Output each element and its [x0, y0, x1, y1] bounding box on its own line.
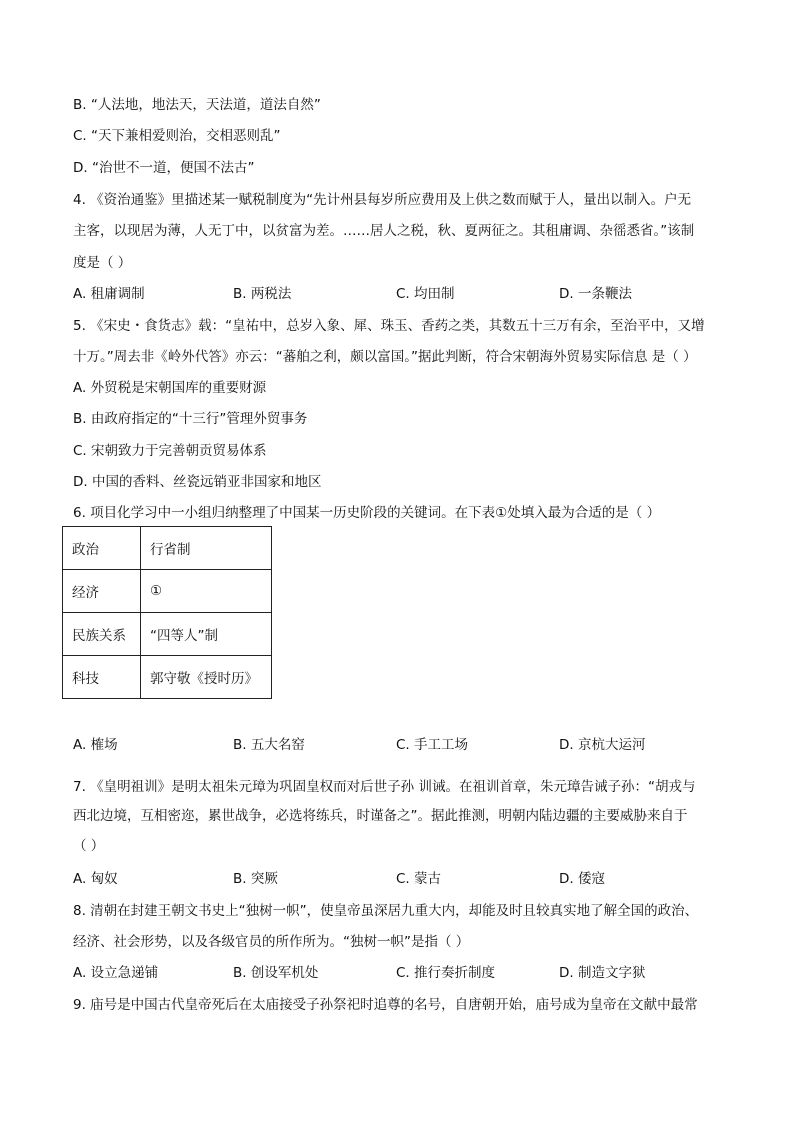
- q6-options: [73, 735, 733, 755]
- q8-options: [73, 963, 733, 983]
- q4-option-d: D. 一条鞭法: [559, 286, 632, 302]
- q7-options: [73, 869, 733, 889]
- q8-option-b: B. 创设军机处: [233, 965, 319, 981]
- table-cell-category: 科技: [63, 656, 141, 699]
- table-cell-category: 政治: [63, 527, 141, 570]
- table-cell-keyword: 行省制: [141, 527, 272, 570]
- q6-option-b: B. 五大名窑: [233, 737, 305, 753]
- q4-stem-line1: 4. 《资治通鉴》里描述某一赋税制度为“先计州县每岁所应费用及上供之数而赋于人，量出以制入。户无: [73, 192, 692, 208]
- keyword-table: [62, 526, 272, 699]
- q8-stem-line2: 经济、社会形势，以及各级官员的所作所为。“独树一帜”是指（ ）: [73, 934, 470, 950]
- q4-stem-line3: 度是（ ）: [73, 255, 132, 271]
- table-row: [63, 570, 272, 613]
- q5-option-c: C. 宋朝致力于完善朝贡贸易体系: [73, 443, 267, 459]
- q4-options: [73, 284, 733, 304]
- q7-option-d: D. 倭寇: [559, 871, 605, 887]
- q5-option-b: B. 由政府指定的“十三行”管理外贸事务: [73, 411, 308, 427]
- q5-option-d: D. 中国的香料、丝瓷远销亚非国家和地区: [73, 474, 322, 490]
- q8-option-c: C. 推行奏折制度: [396, 965, 496, 981]
- q7-option-b: B. 突厥: [233, 871, 278, 887]
- table-row: [63, 656, 272, 699]
- q3-option-d: D. “治世不一道，便国不法古”: [73, 160, 255, 176]
- q4-stem-line2: 主客，以现居为薄，人无丁中，以贫富为差。……居人之税，秋、夏两征之。其租庸调、杂徭悉省。”该制: [73, 223, 695, 239]
- q3-option-c: C. “天下兼相爱则治，交相恶则乱”: [73, 128, 281, 144]
- q6-option-a: A. 榷场: [73, 737, 118, 753]
- table-cell-keyword: ①: [141, 570, 272, 613]
- q8-stem-line1: 8. 清朝在封建王朝文书史上“独树一帜”，使皇帝虽深居九重大内，却能及时且较真实地了解全国的政治、: [73, 903, 699, 919]
- q8-option-a: A. 设立急递铺: [73, 965, 159, 981]
- q6-option-c: C. 手工工场: [396, 737, 469, 753]
- q5-option-a: A. 外贸税是宋朝国库的重要财源: [73, 380, 267, 396]
- table-cell-category: 民族关系: [63, 613, 141, 656]
- q7-stem-line3: （ ）: [73, 838, 105, 854]
- q7-stem-line1: 7. 《皇明祖训》是明太祖朱元璋为巩固皇权而对后世子孙 训诫。在祖训首章，朱元璋告诫子孙：“胡戎与: [73, 779, 696, 795]
- q4-option-a: A. 租庸调制: [73, 286, 145, 302]
- table-row: [63, 527, 272, 570]
- q9-stem-line1: 9. 庙号是中国古代皇帝死后在太庙接受子孙祭祀时追尊的名号，自唐朝开始，庙号成为皇帝在文献中最常: [73, 997, 698, 1013]
- q5-stem-line2: 十万。”周去非《岭外代答》亦云：“蕃舶之利，颇以富国。”据此判断，符合宋朝海外贸易实际信息 是（ ）: [73, 349, 697, 365]
- table-row: [63, 613, 272, 656]
- table-cell-keyword: 郭守敬《授时历》: [141, 656, 272, 699]
- q7-stem-line2: 西北边境，互相密迩，累世战争，必选将练兵，时谨备之”。据此推测，明朝内陆边疆的主要威胁来自于: [73, 808, 688, 824]
- table-cell-category: 经济: [63, 570, 141, 613]
- q7-option-a: A. 匈奴: [73, 871, 118, 887]
- q7-option-c: C. 蒙古: [396, 871, 442, 887]
- q6-option-d: D. 京杭大运河: [559, 737, 646, 753]
- q5-stem-line1: 5. 《宋史・食货志》载：“皇祐中，总岁入象、犀、珠玉、香药之类，其数五十三万有余，至治平中，又增: [73, 318, 705, 334]
- q4-option-b: B. 两税法: [233, 286, 292, 302]
- q8-option-d: D. 制造文字狱: [559, 965, 646, 981]
- q4-option-c: C. 均田制: [396, 286, 455, 302]
- q6-stem: 6. 项目化学习中一小组归纳整理了中国某一历史阶段的关键词。在下表①处填入最为合适的是（ ）: [73, 505, 661, 521]
- table-cell-keyword: “四等人”制: [141, 613, 272, 656]
- q3-option-b: B. “人法地，地法天，天法道，道法自然”: [73, 97, 321, 113]
